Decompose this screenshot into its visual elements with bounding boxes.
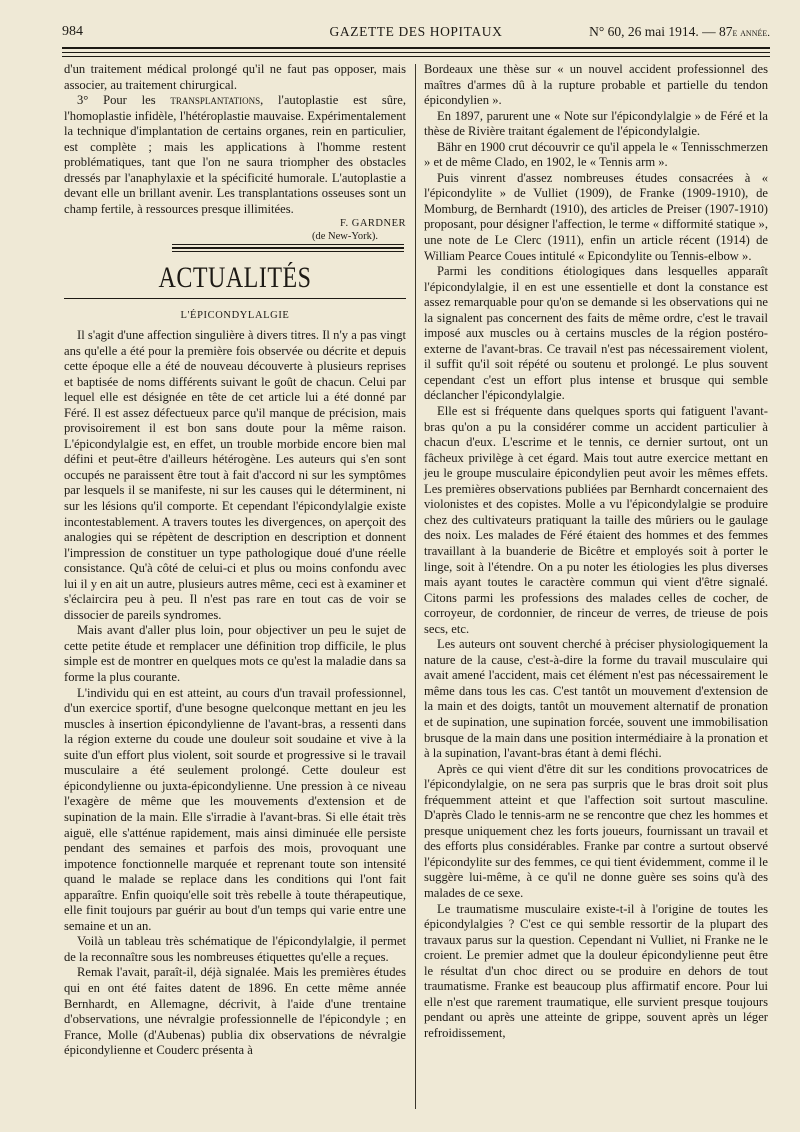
paragraph: Parmi les conditions étiologiques dans lesquelles apparaît l'épicondylalgie, il en est une essentielle et dont la constance est assez remarquable pour qu'on se demande si les observations qui ne la signalent pas concernent des faits de même ordre, c'est le travail imposé aux muscles ou à certains muscles de la région postéro-externe de l'avant-bras. Ce travail n'est pas nécessairement violent, il suffit qu'il soit répété ou soutenu et prolongé. Le plus souvent cependant c'est un effort plus intense et brusque qui semble déclancher l'épicondylalgie. [424, 264, 768, 403]
small-caps-term: transplantations [170, 93, 261, 108]
signature-location: (de New-York). [311, 231, 378, 243]
paragraph: Bordeaux une thèse sur « un nouvel accident professionnel des maîtres d'armes dû à la rupture probable et partielle du tendon épicondylien ». [424, 62, 768, 108]
left-column-top [64, 62, 406, 243]
paragraph: L'individu qui en est atteint, au cours d'un travail professionnel, d'un exercice sportif, d'une besogne quelconque mettant en jeu les muscles à insertion épicondylienne de l'avant-bras, a ressenti dans la région externe du coude une douleur soit soudaine et vive à la suite d'un effort plus violent, soit sourde et progressive si le travail musculaire a été seulement prolongé. Cette douleur est épicondylienne ou juxta-épicondylienne. Une pression à ce niveau l'exagère de même que les mouvements d'extension et de supination de la main. Elle s'irradie à l'avant-bras. Si elle était très aiguë, elle s'atténue rapidement, mais ainsi diminuée elle persiste pendant des semaines et parfois des mois, provoquant une impotence fonctionnelle marquée et reprenant toute son intensité quand le malade se replace dans les conditions qui l'ont fait apparaître. Enfin quoiqu'elle soit très rebelle à toute thérapeutique, elle finit toujours par guérir au bout d'un temps qui varie entre une semaine et un an. [64, 685, 406, 933]
paragraph: Remak l'avait, paraît-il, déjà signalée. Mais les premières études qui en ont été faites datent de 1896. En cette même année Bernhardt, en Allemagne, décrivit, à l'aide d'une trentaine d'observations, une névralgie professionnelle de l'épicondyle ; en France, Molle (d'Aubenas) publia dix observations de névralgie épicondylienne et Couderc présenta à [64, 965, 406, 1058]
paragraph: Voilà un tableau très schématique de l'épicondylalgie, il permet de la reconnaître sous les nombreuses étiquettes qu'elle a reçues. [64, 934, 406, 964]
paragraph: Le traumatisme musculaire existe-t-il à l'origine de toutes les épicondylalgies ? C'est ce qui semble ressortir de la plupart des travaux parus sur la question. Cependant ni Vulliet, ni Franke ne le croient. Le premier admet que la douleur épicondylienne peut être le résultat d'un choc direct ou se produire en dehors de tout traumatisme. Franke est beaucoup plus affirmatif encore. Pour lui elle n'est que rarement traumatique, elle survient presque toujours pendant ou après une atteinte de grippe, souvent après un léger refroidissement, [424, 901, 768, 1040]
paragraph: Mais avant d'aller plus loin, pour objectiver un peu le sujet de cette petite étude et remplacer une définition trop difficile, le plus simple est de montrer en quelques mots ce qu'est la maladie dans sa forme la plus courante. [64, 623, 406, 685]
section-rule-top-2 [172, 247, 404, 249]
paragraph: Les auteurs ont souvent cherché à préciser physiologiquement la nature de la cause, c'est-à-dire la forme du travail musculaire qui avait amené l'accident, mais cet élément n'est pas nécessairement le même dans tous les cas. C'est tantôt un mouvement d'extension de la main et des doigts, tantôt un mouvement alternatif de pronation et de supination, une supination forcée, souvent une immobilisation brusque de la main dans une position intermédiaire à la pronation et à la supination, l'avant-bras étant à demi fléchi. [424, 637, 768, 761]
page-number: 984 [62, 24, 83, 39]
column-divider [415, 64, 416, 1109]
paragraph [64, 93, 406, 217]
right-column [424, 62, 768, 1041]
left-column-article [64, 328, 406, 1059]
paragraph: Bähr en 1900 crut découvrir ce qu'il appela le « Tennisschmerzen » et de même Clado, en 1902, le « Tennis arm ». [424, 139, 768, 170]
signature [64, 217, 406, 243]
paragraph: d'un traitement médical prolongé qu'il ne faut pas opposer, mais associer, au traitement chirurgical. [64, 62, 406, 92]
section-rule-top-3 [172, 251, 404, 252]
article-title: L'ÉPICONDYLALGIE [180, 310, 290, 321]
issue-info [589, 24, 770, 40]
paragraph: Puis vinrent d'assez nombreuses études consacrées à « l'épicondylite » de Vulliet (1909), de Franke (1909-1910), de Momburg, de Bernhardt (1910), des articles de Preiser (1907-1910) proposant, pour désigner l'affection, le terme « difformité statique », une note de Le Clerc (1911), enfin un article récent (1914) de William Pearce Coues intitulé « Epicondylite ou Tennis-elbow ». [424, 170, 768, 263]
paragraph: Elle est si fréquente dans quelques sports qui fatiguent l'avant-bras qu'on a pu la considérer comme un accident particulier à chacun d'eux. L'escrime et le tennis, ce dernier surtout, ont un fâcheux privilège à cet égard. Mais tout autre exercice mettant en jeu le groupe musculaire épicondylien peut avoir les mêmes effets. Les premières observations publiées par Bernhardt concernaient des violonistes et des copistes. Molle a vu l'épicondylalgie se produire chez des cultivateurs pratiquant la taille des mûriers ou le gaulage des noix. Les malades de Féré étaient des hommes et des femmes travaillant à la buanderie de Bicêtre et employés soit à porter le linge, soit à l'étendre. On a pu noter les étiologies les plus diverses mais ayant toutes le caractère commun qui vient d'être signalé. Citons parmi les professions des malades celles de cocher, de corroyeur, de cordonnier, de rinceur de verres, de trieuse de pois secs, etc. [424, 404, 768, 636]
page-header [62, 22, 770, 44]
section-rule-bottom [64, 298, 406, 299]
issue-date: N° 60, 26 mai 1914. — 87 [589, 24, 733, 39]
paragraph: Il s'agit d'une affection singulière à divers titres. Il n'y a pas vingt ans qu'elle a été pour la première fois observée ou décrite et depuis cette époque elle a été de nouveau découverte à plusieurs reprises et baptisée de noms différents suivant le goût de chacun. Celui par lequel elle est désignée en tête de cet article lui a été donné par Féré. Il est assez défectueux parce qu'il manque de précision, mais provisoirement il est bon sans doute pour la même raison. L'épicondylalgie est, en effet, un trouble morbide encore bien mal défini et peut-être d'ailleurs hétérogène. Les auteurs qui s'en sont occupés ne paraissent être tout à fait d'accord ni sur les symptômes par lesquels il se manifeste, ni sur les causes qui le déterminent, ni sur les lésions qu'il comporte. Et cependant l'épicondylalgie existe incontestablement. A travers toutes les divergences, on aperçoit des analogies qui se répètent de description en description et donnent l'impression de constituer un type pathologique doué d'une réelle consistance. Qu'à côté de celui-ci et plus ou moins confondu avec lui il y en ait un autre, plusieurs autres même, ceci est à examiner et s'éclaircira peu à peu. Il n'est pas rare en tout cas de voir se dissocier de pareils syndromes. [64, 328, 406, 622]
text-run: , l'autoplastie est sûre, l'homoplastie infidèle, l'hétéroplastie mauvaise. Expérimentalement la technique d'implantation de certains organes, rein en particulier, est complète ; mais les applications à l'homme restent problématiques, tant que l'on ne saura triompher des obstacles dressés par l'anaphylaxie et la spécificité humorale. L'autoplastie a devant elle un brillant avenir. Les transplantations osseuses sont un champ fertile, à ressources presque illimitées. [64, 93, 406, 216]
issue-suffix: e année. [732, 27, 770, 39]
paragraph: En 1897, parurent une « Note sur l'épicondylalgie » de Féré et la thèse de Rivière traitant également de l'épicondylalgie. [424, 108, 768, 139]
paragraph: Après ce qui vient d'être dit sur les conditions provocatrices de l'épicondylalgie, on ne sera pas surpris que le bras droit soit plus fréquemment atteint et que l'affection soit surtout masculine. D'après Clado le tennis-arm ne se rencontre que chez les hommes et presque uniquement chez les forts joueurs, fournissant un travail et des efforts plus considérables. Franke par contre a surtout observé l'épicondylite sur des femmes, ce qui tient évidemment, comme il le suggère lui-même, à ce qu'il ne donne guère ses soins qu'à des malades de ce sexe. [424, 761, 768, 900]
header-rule-thin [62, 52, 770, 53]
section-rule-top-1 [172, 244, 404, 245]
text-run: 3° Pour les [77, 93, 171, 108]
journal-title: GAZETTE DES HOPITAUX [329, 24, 503, 39]
signature-name: F. GARDNER [339, 218, 406, 230]
header-rule-thin-2 [62, 56, 770, 57]
section-title: ACTUALITÉS [158, 262, 312, 295]
header-rule-thick [62, 47, 770, 49]
